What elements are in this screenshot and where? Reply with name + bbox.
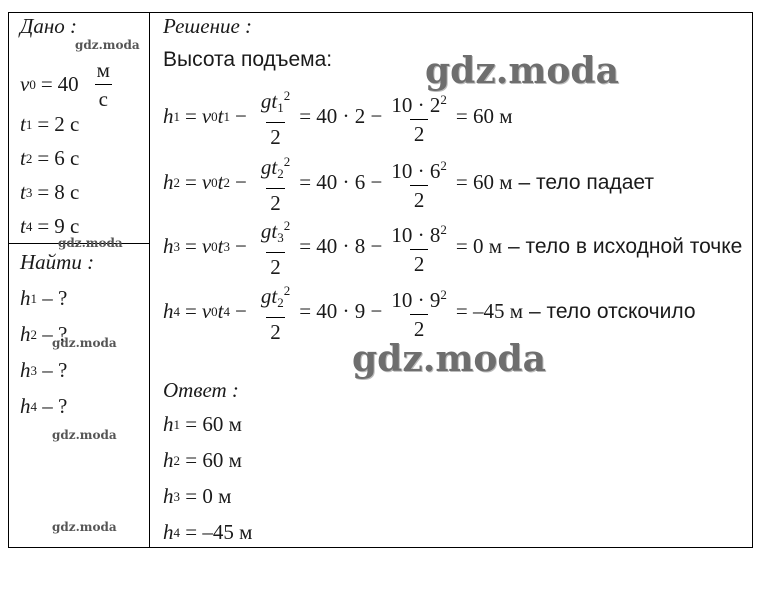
watermark-small-1: gdz.moda <box>75 38 140 52</box>
given-t3: t 3 = 8 с <box>20 180 80 204</box>
solution-header: Решение : <box>163 14 253 38</box>
answer-h1-value: = 60 м <box>185 412 242 436</box>
watermark-large-top: gdz.moda <box>425 50 619 92</box>
given-t1: t 1 = 2 с <box>20 112 80 136</box>
v0-value: 40 <box>57 72 79 96</box>
answer-h2-value: = 60 м <box>185 448 242 472</box>
watermark-small-5: gdz.moda <box>52 520 117 534</box>
find-h3: h 3 – ? <box>20 358 68 382</box>
solution-line-3: h 3 = v 0 t 3 − $\frac{gt_3^2}{2}$ = 40 · 8 − $\frac{10 \cdot 8^2}{2}$ = 0 м – тело в исходной точке <box>163 218 743 279</box>
answer-h3: h 3 = 0 м <box>163 484 232 508</box>
find-h4: h 4 – ? <box>20 394 68 418</box>
find-h1-value: – ? <box>42 286 68 310</box>
find-h1: h 1 – ? <box>20 286 68 310</box>
given-header: Дано : <box>20 14 78 38</box>
solution-line-4: h 4 = v 0 t 4 − $\frac{gt_2^2}{2}$ = 40 · 9 − $\frac{10 \cdot 9^2}{2}$ = –45 м – тело отскочило <box>163 283 696 344</box>
solution-line-1: h 1 = v 0 t 1 − $\frac{gt_1^2}{2}$ = 40 · 2 − $\frac{10 \cdot 2^2}{2}$ = 60 м <box>163 88 513 149</box>
column-divider <box>149 12 150 548</box>
find-h3-value: – ? <box>42 358 68 382</box>
answer-h2: h 2 = 60 м <box>163 448 242 472</box>
t3-value: 8 с <box>54 180 80 204</box>
watermark-large-middle: gdz.moda <box>352 338 546 380</box>
line-3-num: 10 · 8 <box>391 222 441 247</box>
given-v0: v 0 = 40 $\frac{м}{с}$ <box>20 58 119 111</box>
t2-value: 6 с <box>54 146 80 170</box>
solution-line-2: h 2 = v 0 t 2 − $\frac{gt_2^2}{2}$ = 40 · 6 − $\frac{10 \cdot 6^2}{2}$ = 60 м – тело падает <box>163 154 654 215</box>
line-4-expr: = 40 · 9 − <box>299 299 383 323</box>
line-1-num: 10 · 2 <box>391 92 441 117</box>
given-t2: t 2 = 6 с <box>20 146 80 170</box>
line-2-comment: – тело падает <box>518 170 654 194</box>
answer-h1: h 1 = 60 м <box>163 412 242 436</box>
v0-unit-num: м <box>96 58 110 82</box>
line-3-result: = 0 м <box>455 234 503 258</box>
line-2-expr: = 40 · 6 − <box>299 170 383 194</box>
line-4-comment: – тело отскочило <box>529 299 696 323</box>
find-h2: h 2 – ? <box>20 322 68 346</box>
line-1-expr: = 40 · 2 − <box>299 104 383 128</box>
find-h4-value: – ? <box>42 394 68 418</box>
t4-value: 9 с <box>54 214 80 238</box>
line-2-result: = 60 м <box>455 170 513 194</box>
t1-value: 2 с <box>54 112 80 136</box>
line-4-result: = –45 м <box>455 299 524 323</box>
answer-h4-value: = –45 м <box>185 520 253 544</box>
v0-unit-den: с <box>95 84 112 111</box>
line-2-num: 10 · 6 <box>391 158 441 183</box>
solution-intro: Высота подъема: <box>163 48 333 71</box>
watermark-small-4: gdz.moda <box>52 428 117 442</box>
watermark-small-3: gdz.moda <box>52 336 117 350</box>
line-1-result: = 60 м <box>455 104 513 128</box>
line-3-expr: = 40 · 8 − <box>299 234 383 258</box>
line-3-comment: – тело в исходной точке <box>508 234 743 258</box>
find-header: Найти : <box>20 250 95 274</box>
line-4-num: 10 · 9 <box>391 287 441 312</box>
find-h2-value: – ? <box>42 322 68 346</box>
watermark-small-2: gdz.moda <box>58 236 123 250</box>
answer-h4: h 4 = –45 м <box>163 520 253 544</box>
given-t4: t 4 = 9 с <box>20 214 80 238</box>
answer-header: Ответ : <box>163 378 239 402</box>
answer-h3-value: = 0 м <box>185 484 232 508</box>
